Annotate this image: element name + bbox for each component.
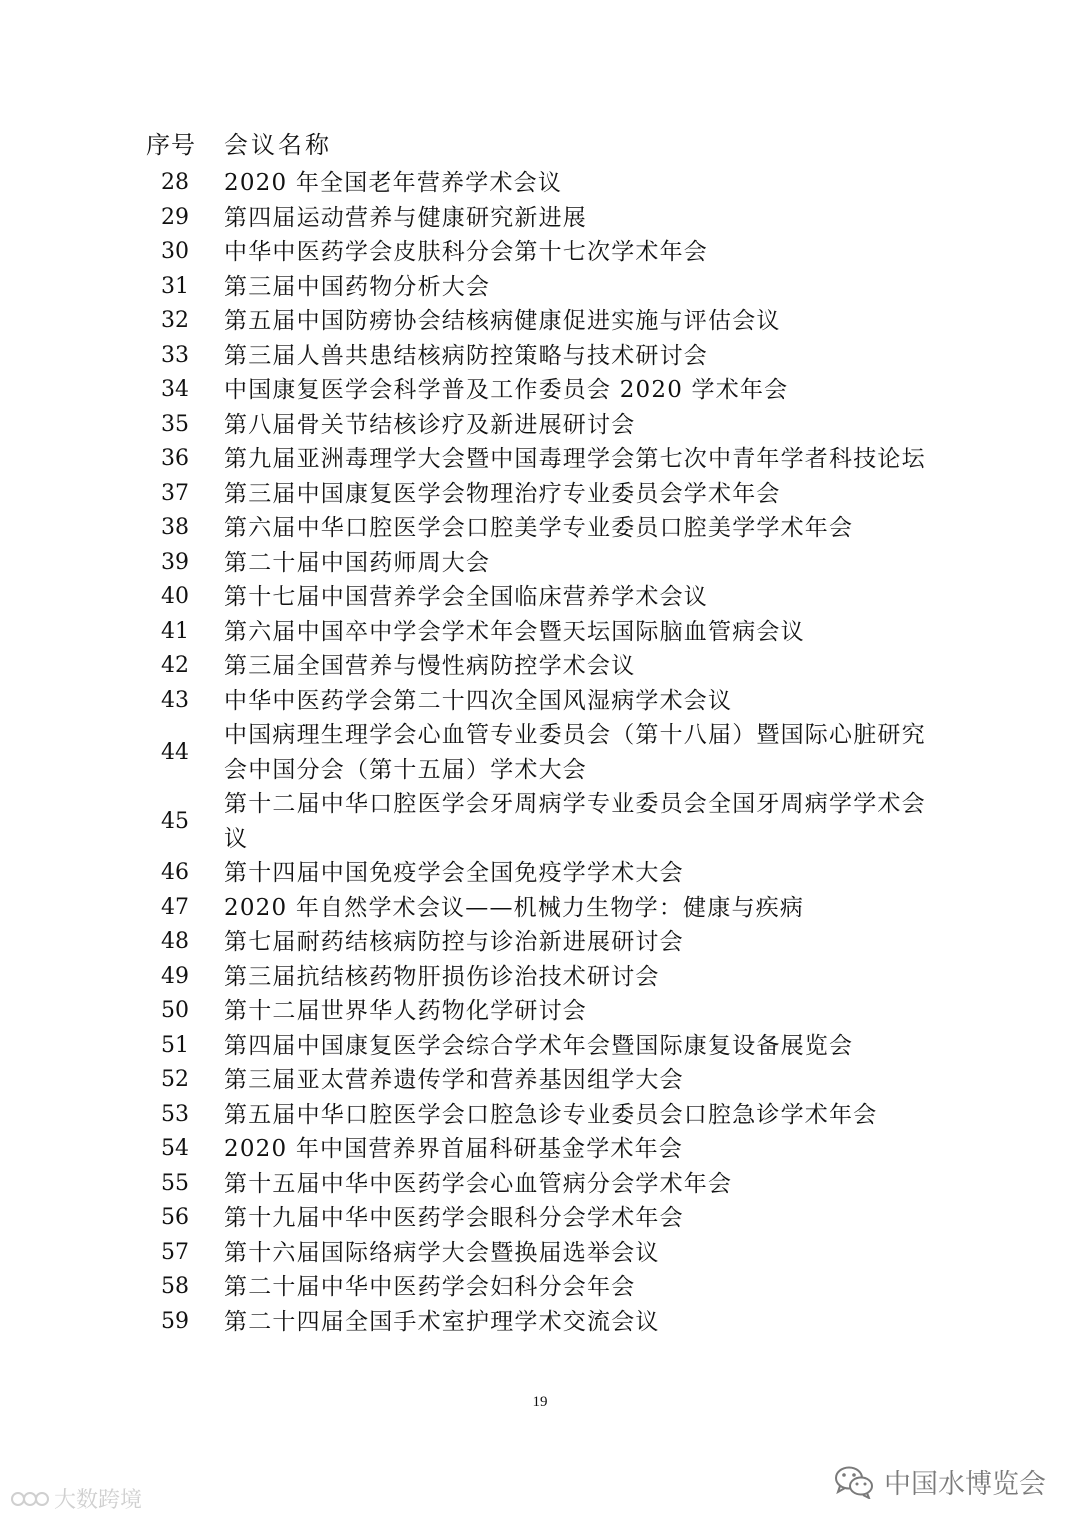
row-number: 31 (161, 273, 189, 299)
row-number: 43 (161, 687, 189, 713)
table-row (0, 442, 1080, 477)
conference-name: 第二十届中华中医药学会妇科分会年会 (224, 1274, 636, 1300)
row-number: 41 (161, 618, 189, 644)
conference-name: 第十六届国际络病学大会暨换届选举会议 (224, 1239, 660, 1266)
row-number: 51 (161, 1032, 189, 1058)
table-row (0, 960, 1080, 995)
conference-name: 第二十四届全国手术室护理学术交流会议 (224, 1308, 660, 1335)
conference-name: 第三届中国康复医学会物理治疗专业委员会学术年会 (224, 480, 781, 507)
conference-name: 第五届中国防痨协会结核病健康促进实施与评估会议 (224, 308, 781, 334)
row-number: 58 (161, 1274, 189, 1300)
conference-name: 第十二届世界华人药物化学研讨会 (224, 998, 587, 1024)
conference-name: 第十五届中华中医药学会心血管病分会学术年会 (224, 1170, 733, 1197)
table-row (0, 925, 1080, 960)
row-number: 40 (161, 584, 189, 610)
conference-name: 第三届全国营养与慢性病防控学术会议 (224, 653, 636, 679)
table-row (0, 408, 1080, 443)
table-row (0, 235, 1080, 270)
table-row (0, 787, 1080, 856)
row-number: 50 (161, 998, 189, 1024)
table-row (0, 684, 1080, 719)
table-row (0, 304, 1080, 339)
conference-name: 第六届中国卒中学会学术年会暨天坛国际脑血管病会议 (224, 618, 805, 645)
wechat-icon (834, 1465, 874, 1499)
conference-name: 中国康复医学会科学普及工作委员会 2020 学术年会 (224, 377, 789, 403)
table-row (0, 373, 1080, 408)
table-row (0, 718, 1080, 787)
row-number: 42 (161, 653, 189, 679)
row-number: 45 (161, 808, 189, 834)
logo-icon (10, 1488, 50, 1510)
table-row (0, 339, 1080, 374)
table-row (0, 1167, 1080, 1202)
table-row (0, 477, 1080, 512)
table-row (0, 580, 1080, 615)
table-row (0, 994, 1080, 1029)
table-header (0, 128, 1080, 162)
conference-name: 第十二届中华口腔医学会牙周病学专业委员会全国牙周病学学术会议 (224, 791, 926, 852)
conference-name: 2020 年全国老年营养学术会议 (224, 170, 563, 196)
row-number: 47 (161, 894, 189, 920)
header-number: 序号 (146, 131, 196, 159)
conference-name: 第十七届中国营养学会全国临床营养学术会议 (224, 584, 708, 610)
watermark-right (834, 1462, 1046, 1501)
conference-name: 第七届耐药结核病防控与诊治新进展研讨会 (224, 929, 684, 955)
conference-name: 2020 年自然学术会议——机械力生物学：健康与疾病 (224, 894, 805, 921)
table-row (0, 856, 1080, 891)
page-number: 19 (532, 1394, 548, 1410)
row-number: 55 (161, 1170, 189, 1196)
row-number: 34 (161, 377, 189, 403)
watermark-right-text: 中国水博览会 (884, 1469, 1046, 1500)
row-number: 56 (161, 1205, 189, 1231)
conference-name: 中华中医药学会第二十四次全国风湿病学术会议 (224, 687, 733, 714)
header-name: 会议名称 (224, 131, 332, 159)
conference-name: 第四届中国康复医学会综合学术年会暨国际康复设备展览会 (224, 1032, 854, 1059)
table-row (0, 1305, 1080, 1340)
row-number: 46 (161, 860, 189, 886)
row-number: 29 (161, 204, 189, 230)
row-number: 30 (161, 239, 189, 265)
row-number: 44 (161, 739, 189, 765)
conference-name: 第五届中华口腔医学会口腔急诊专业委员会口腔急诊学术年会 (224, 1101, 878, 1128)
table-row (0, 891, 1080, 926)
table-row (0, 1236, 1080, 1271)
row-number: 38 (161, 515, 189, 541)
table-row (0, 1063, 1080, 1098)
conference-name: 第三届亚太营养遗传学和营养基因组学大会 (224, 1067, 684, 1093)
conference-name: 第六届中华口腔医学会口腔美学专业委员口腔美学学术年会 (224, 515, 854, 541)
row-number: 59 (161, 1308, 189, 1334)
conference-name: 第十四届中国免疫学会全国免疫学学术大会 (224, 860, 684, 886)
conference-name: 中华中医药学会皮肤科分会第十七次学术年会 (224, 239, 708, 265)
table-row (0, 1029, 1080, 1064)
conference-name: 第三届中国药物分析大会 (224, 273, 491, 300)
conference-name: 中国病理生理学会心血管专业委员会（第十八届）暨国际心脏研究会中国分会（第十五届）学术大会 (224, 722, 926, 783)
table-row (0, 270, 1080, 305)
conference-name: 第二十届中国药师周大会 (224, 549, 491, 576)
conference-name: 第十九届中华中医药学会眼科分会学术年会 (224, 1205, 684, 1231)
table-row (0, 1098, 1080, 1133)
table-row (0, 615, 1080, 650)
row-number: 35 (161, 411, 189, 437)
row-number: 32 (161, 308, 189, 334)
row-number: 48 (161, 929, 189, 955)
row-number: 36 (161, 446, 189, 472)
conference-name: 第三届人兽共患结核病防控策略与技术研讨会 (224, 342, 708, 369)
watermark-left-text: 大数跨境 (54, 1488, 143, 1513)
table-row (0, 1132, 1080, 1167)
row-number: 53 (161, 1101, 189, 1127)
table-row (0, 1270, 1080, 1305)
row-number: 52 (161, 1067, 189, 1093)
table-row (0, 511, 1080, 546)
table-row (0, 1201, 1080, 1236)
row-number: 49 (161, 963, 189, 989)
row-number: 54 (161, 1136, 189, 1162)
row-number: 28 (161, 170, 189, 196)
conference-name: 第四届运动营养与健康研究新进展 (224, 204, 587, 231)
conference-name: 2020 年中国营养界首届科研基金学术年会 (224, 1136, 684, 1162)
table-row (0, 201, 1080, 236)
row-number: 33 (161, 342, 189, 368)
conference-list (0, 166, 1080, 1339)
row-number: 37 (161, 480, 189, 506)
table-row (0, 649, 1080, 684)
watermark-left (10, 1483, 142, 1514)
conference-name: 第三届抗结核药物肝损伤诊治技术研讨会 (224, 963, 660, 990)
table-row (0, 546, 1080, 581)
table-row (0, 166, 1080, 201)
row-number: 57 (161, 1239, 189, 1265)
row-number: 39 (161, 549, 189, 575)
conference-name: 第八届骨关节结核诊疗及新进展研讨会 (224, 411, 636, 438)
conference-name: 第九届亚洲毒理学大会暨中国毒理学会第七次中青年学者科技论坛 (224, 446, 926, 472)
